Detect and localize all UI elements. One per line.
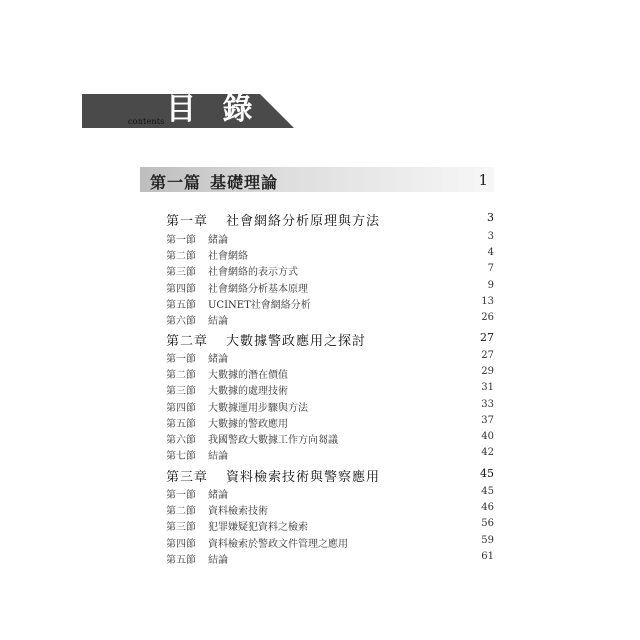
- section-row: [0, 518, 640, 534]
- section-label: 第一節: [166, 354, 196, 365]
- section-row: [0, 280, 640, 296]
- section-label: 第一節: [166, 490, 196, 501]
- contents-subtitle: contents: [128, 117, 165, 126]
- section-row: [0, 447, 640, 463]
- section-page-number: 31: [481, 382, 494, 394]
- section-page-number: 13: [481, 295, 494, 307]
- section-page-number: 26: [481, 312, 494, 323]
- chapter-page-number: 27: [480, 331, 494, 344]
- section-label: 第三節: [166, 522, 196, 534]
- section-label: 第二節: [166, 506, 196, 518]
- section-label: 第一節: [166, 235, 196, 246]
- section-title: 社會網絡: [208, 251, 248, 263]
- section-title: 資料檢索於警政文件管理之應用: [208, 538, 348, 550]
- section-label: 第四節: [166, 538, 196, 550]
- section-title: 結論: [208, 554, 228, 566]
- section-label: 第三節: [166, 267, 196, 279]
- section-row: [0, 350, 640, 366]
- section-title: 社會網絡分析基本原理: [208, 283, 308, 295]
- section-label: 第六節: [166, 316, 196, 327]
- section-title: 資料檢索技術: [208, 506, 268, 518]
- section-title: 緒論: [208, 490, 228, 501]
- chapter-label: 第一章: [166, 214, 209, 229]
- section-row: [0, 296, 640, 312]
- section-page-number: 61: [481, 550, 494, 562]
- section-title: 我國警政大數據工作方向芻議: [208, 435, 338, 446]
- section-page-number: 3: [487, 231, 494, 242]
- section-row: [0, 263, 640, 279]
- section-page-number: 9: [487, 279, 494, 291]
- chapter-row: [0, 330, 640, 349]
- section-label: 第二節: [166, 251, 196, 263]
- section-title: 結論: [208, 451, 228, 463]
- section-row: [0, 247, 640, 263]
- section-label: 第三節: [166, 386, 196, 398]
- section-title: 緒論: [208, 354, 228, 365]
- section-row: [0, 366, 640, 382]
- chapter-label: 第二章: [166, 334, 209, 349]
- section-row: [0, 431, 640, 447]
- chapter-page-number: 45: [480, 467, 494, 480]
- section-title: 大數據的潛在價值: [208, 370, 288, 382]
- section-page-number: 40: [481, 431, 494, 442]
- chapter-title: 社會網絡分析原理與方法: [226, 214, 381, 229]
- section-title: 犯罪嫌疑犯資料之檢索: [208, 522, 308, 534]
- chapter-page-number: 3: [487, 211, 494, 224]
- chapter-label: 第三章: [166, 470, 209, 485]
- chapter-title: 大數據警政應用之探討: [226, 334, 367, 349]
- part-page-number: 1: [478, 171, 488, 189]
- section-row: [0, 551, 640, 567]
- section-page-number: 7: [487, 263, 494, 275]
- section-page-number: 56: [481, 518, 494, 530]
- section-title: 大數據的警政應用: [208, 418, 288, 430]
- section-title: 大數據的處理技術: [208, 386, 288, 398]
- section-row: [0, 502, 640, 518]
- chapter-row: [0, 210, 640, 229]
- section-title: 緒論: [208, 235, 228, 246]
- section-label: 第七節: [166, 451, 196, 463]
- chapter-title: 資料檢索技術與警察應用: [226, 470, 381, 485]
- section-row: [0, 382, 640, 398]
- section-page-number: 46: [481, 502, 494, 514]
- section-row: [0, 486, 640, 502]
- section-row: [0, 399, 640, 415]
- section-row: [0, 312, 640, 328]
- section-title: UCINET社會網絡分析: [208, 299, 311, 311]
- section-row: [0, 535, 640, 551]
- section-label: 第四節: [166, 283, 196, 295]
- section-page-number: 33: [481, 398, 494, 410]
- section-row: [0, 231, 640, 247]
- part-title: 基礎理論: [210, 173, 279, 192]
- section-page-number: 37: [481, 414, 494, 426]
- page-title: 目 錄: [166, 92, 261, 127]
- section-page-number: 59: [481, 534, 494, 546]
- section-label: 第五節: [166, 418, 196, 430]
- section-label: 第五節: [166, 554, 196, 566]
- section-label: 第四節: [166, 402, 196, 414]
- section-page-number: 45: [481, 486, 494, 497]
- section-page-number: 4: [487, 247, 494, 259]
- section-label: 第二節: [166, 370, 196, 382]
- section-label: 第六節: [166, 435, 196, 446]
- section-title: 大數據運用步驟與方法: [208, 402, 308, 414]
- section-row: [0, 415, 640, 431]
- section-label: 第五節: [166, 299, 196, 311]
- section-title: 社會網絡的表示方式: [208, 267, 298, 279]
- section-page-number: 42: [481, 447, 494, 459]
- section-title: 結論: [208, 316, 228, 327]
- chapter-row: [0, 466, 640, 485]
- section-page-number: 27: [481, 350, 494, 361]
- part-label: 第一篇: [150, 173, 202, 192]
- section-page-number: 29: [481, 366, 494, 378]
